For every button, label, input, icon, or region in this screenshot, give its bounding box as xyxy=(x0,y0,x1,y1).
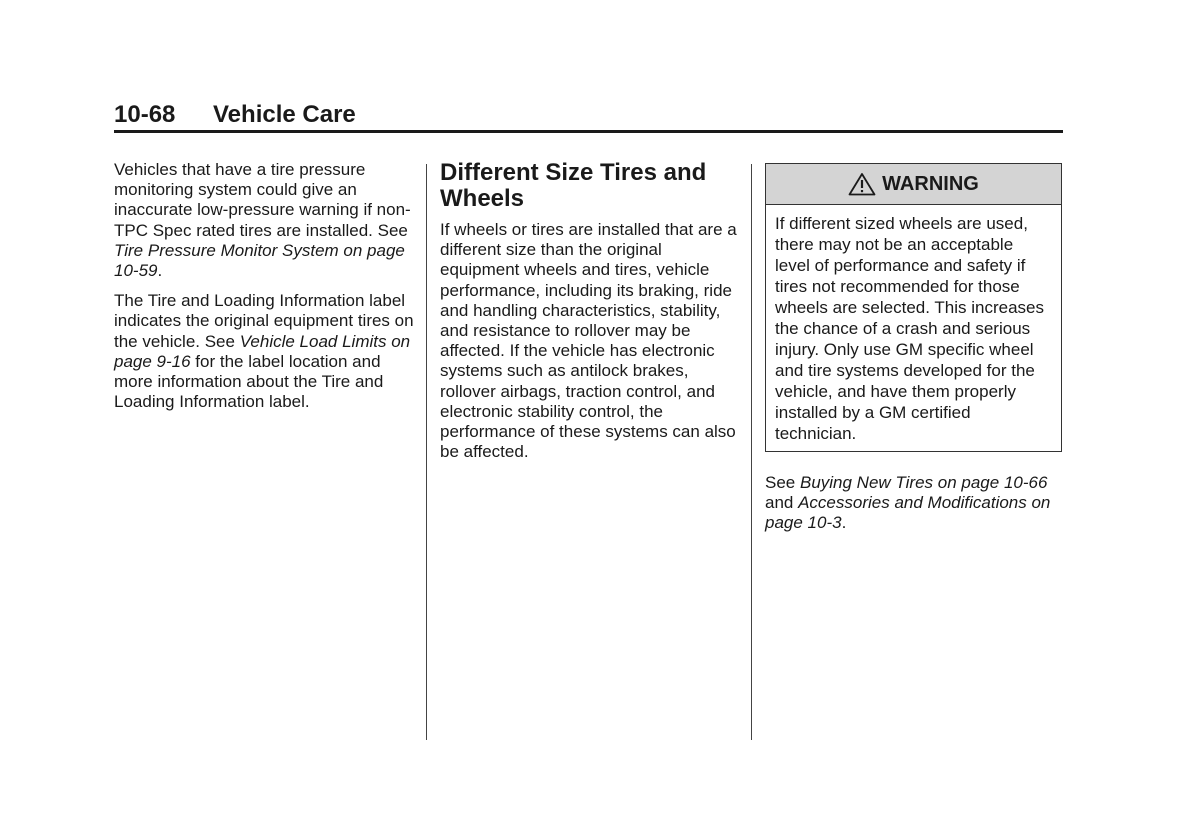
see-prefix: See xyxy=(765,473,800,492)
paragraph-tpms xyxy=(114,160,416,281)
see-also-paragraph xyxy=(765,473,1063,534)
warning-triangle-icon xyxy=(848,172,876,196)
page-number: 10-68 xyxy=(114,101,176,128)
warning-text: If different sized wheels are used, there may not be an acceptable level of performance and safety if tires not recommended for those wheels are selected. This increases the chance of a crash and serious injury. Only use GM specific wheel and tire systems developed for the vehicle, and have them properly installed by a GM certified technician. xyxy=(775,214,1044,443)
tpms-text: Vehicles that have a tire pressure monitoring system could give an inaccurate low-pressure warning if non-TPC Spec rated tires are installed. See xyxy=(114,160,411,240)
buying-new-tires-link[interactable]: Buying New Tires on page 10-66 xyxy=(799,473,1048,492)
column-left xyxy=(114,160,416,422)
see-and: and xyxy=(765,493,799,513)
paragraph-tire-label xyxy=(114,291,416,412)
section-heading: Different Size Tires and Wheels xyxy=(440,159,707,212)
column-divider-2 xyxy=(751,164,752,740)
paragraph-different-size: If wheels or tires are installed that are a different size than the original equipment wheels and tires, vehicle performance, including its braking, ride and handling characteristics, stability, and resistance to rollover may be affected. If the vehicle has electronic systems such as antilock brakes, rollover airbags, traction control, and electronic stability control, the performance of these systems can also be affected. xyxy=(440,220,737,462)
tire-label-text-end: for the label location and more information about the Tire and Loading Information label. xyxy=(114,351,384,412)
warning-header xyxy=(766,164,1061,205)
section-title-header: Vehicle Care xyxy=(213,101,356,128)
see-end: . xyxy=(841,513,847,533)
load-limits-reference-link[interactable]: Vehicle Load Limits on page 9-16 xyxy=(114,331,411,371)
tire-label-text: The Tire and Loading Information label indicates the original equipment tires on the vehicle. See xyxy=(114,291,414,351)
tpms-reference-link[interactable]: Tire Pressure Monitor System on page 10-59 xyxy=(114,240,405,281)
column-divider-1 xyxy=(426,164,427,740)
column-middle xyxy=(440,160,740,472)
accessories-modifications-link[interactable]: Accessories and Modifications on page 10-3 xyxy=(765,493,1051,533)
column-right xyxy=(765,163,1063,534)
page-header xyxy=(114,100,1063,133)
warning-box xyxy=(765,163,1062,452)
tpms-text-end: . xyxy=(157,261,163,281)
warning-title: WARNING xyxy=(882,172,979,195)
